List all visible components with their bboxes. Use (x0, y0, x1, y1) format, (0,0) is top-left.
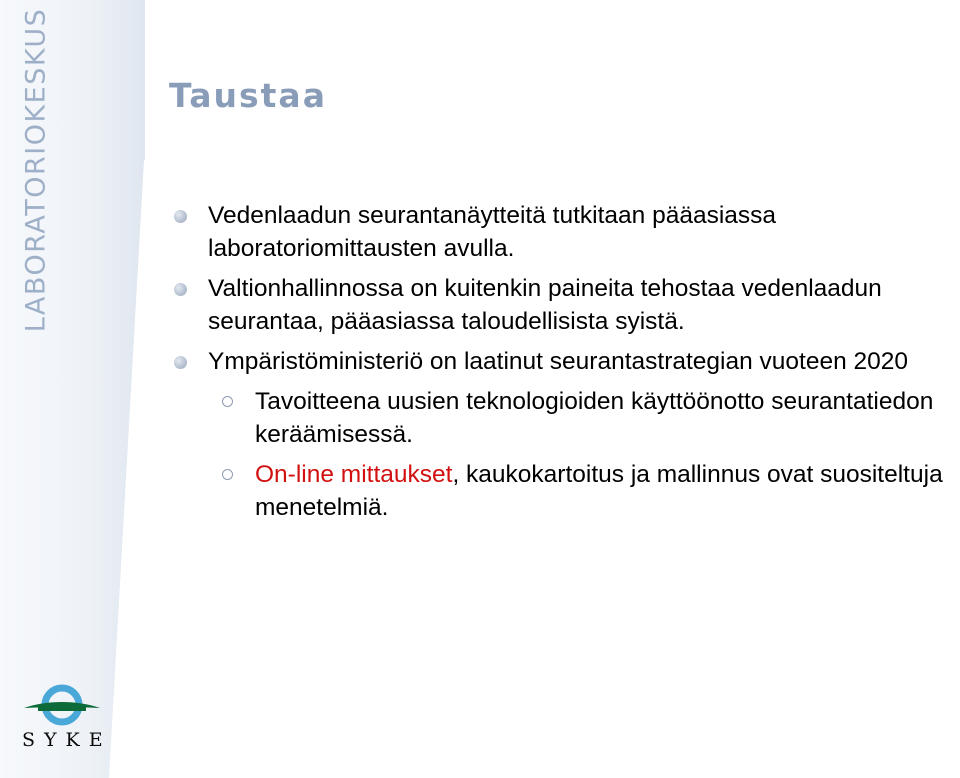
highlighted-text: On-line mittaukset (255, 461, 453, 488)
bullet-dot-icon (174, 210, 187, 223)
bullet-text: Valtionhallinnossa on kuitenkin paineita tehostaa vedenlaadun seurantaa, pääasiassa taloudellisista syistä. (208, 275, 882, 335)
syke-logo (16, 681, 112, 753)
sub-bullet-ring-icon (222, 469, 233, 480)
sub-bullet-text: , kaukokartoitus ja mallinnus ovat suositeltuja menetelmiä. (255, 461, 943, 521)
sub-bullet-ring-icon (222, 396, 233, 407)
bullet-text: Ympäristöministeriö on laatinut seurantastrategian vuoteen 2020 (208, 348, 909, 375)
bullet-item (172, 199, 958, 265)
slide-title: Taustaa (169, 76, 327, 115)
bullet-dot-icon (174, 283, 187, 296)
sub-bullet-item (172, 458, 958, 524)
sub-bullet-item (172, 385, 958, 451)
logo-text: SYKE (22, 729, 112, 751)
vertical-department-label: LABORATORIOKESKUS (20, 7, 52, 333)
slide-content (172, 199, 958, 531)
sub-bullet-text: Tavoitteena uusien teknologioiden käyttöönotto seurantatiedon keräämisessä. (255, 388, 934, 448)
bullet-dot-icon (174, 356, 187, 369)
syke-logo-icon (16, 681, 108, 729)
bullet-item (172, 272, 958, 338)
bullet-item (172, 345, 958, 378)
bullet-text: Vedenlaadun seurantanäytteitä tutkitaan pääasiassa laboratoriomittausten avulla. (208, 202, 777, 262)
